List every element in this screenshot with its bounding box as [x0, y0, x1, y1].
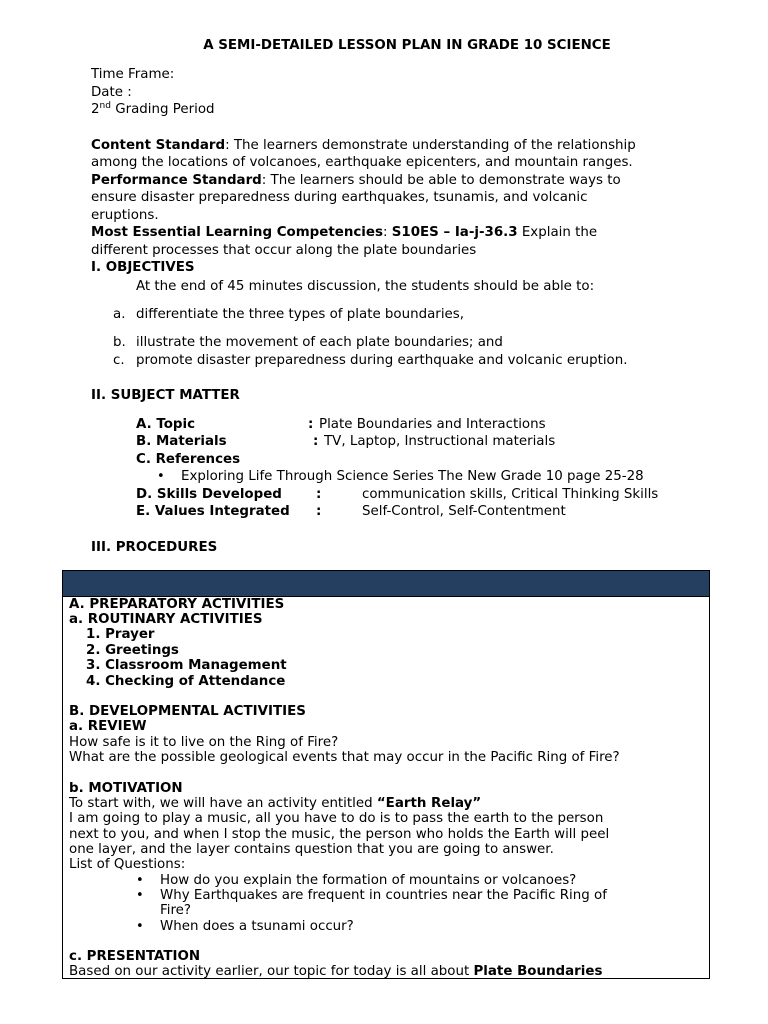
topic-value: Plate Boundaries and Interactions: [319, 417, 546, 432]
time-frame: Time Frame:: [91, 67, 175, 82]
skills-colon: :: [316, 487, 322, 502]
performance-standard-cont2: eruptions.: [91, 208, 159, 223]
motivation-text-2: next to you, and when I stop the music, the person who holds the Earth will peel: [69, 827, 610, 842]
procedures-table: [62, 570, 710, 979]
materials-value: TV, Laptop, Instructional materials: [324, 434, 556, 449]
routinary-item: 3. Classroom Management: [86, 658, 287, 673]
presentation-heading: c. PRESENTATION: [69, 949, 201, 964]
values-value: Self-Control, Self-Contentment: [362, 504, 566, 519]
routinary-item: 4. Checking of Attendance: [86, 674, 286, 689]
routinary-item: 1. Prayer: [86, 627, 155, 642]
objective-item-c: promote disaster preparedness during earthquake and volcanic eruption.: [136, 353, 628, 368]
question-item: • Why Earthquakes are frequent in countries near the Pacific Ring of: [160, 888, 607, 903]
objective-marker-b: b.: [113, 335, 126, 350]
question-item: • How do you explain the formation of mountains or volcanoes?: [160, 873, 576, 888]
question-item: • When does a tsunami occur?: [160, 919, 354, 934]
objective-marker-a: a.: [113, 307, 126, 322]
materials-label: B. Materials: [136, 434, 227, 449]
objectives-intro: At the end of 45 minutes discussion, the students should be able to:: [136, 279, 595, 294]
date-line: Date :: [91, 85, 132, 100]
materials-colon: :: [313, 434, 319, 449]
question-item-cont: Fire?: [160, 903, 192, 918]
routinary-heading: a. ROUTINARY ACTIVITIES: [69, 612, 263, 627]
melc: Most Essential Learning Competencies: S10ES – Ia-j-36.3 Explain the: [91, 225, 598, 240]
content-standard-cont: among the locations of volcanoes, earthquake epicenters, and mountain ranges.: [91, 155, 633, 170]
review-question-2: What are the possible geological events that may occur in the Pacific Ring of Fire?: [69, 750, 620, 765]
content-standard: Content Standard: The learners demonstrate understanding of the relationship: [91, 138, 636, 153]
values-colon: :: [316, 504, 322, 519]
prep-heading: A. PREPARATORY ACTIVITIES: [69, 597, 285, 612]
presentation-text: Based on our activity earlier, our topic for today is all about Plate Boundaries: [69, 964, 603, 979]
objective-marker-c: c.: [113, 353, 125, 368]
performance-standard: Performance Standard: The learners should be able to demonstrate ways to: [91, 173, 621, 188]
topic-colon: :: [308, 417, 314, 432]
motivation-text-3: one layer, and the layer contains question that you are going to answer.: [69, 842, 554, 857]
objectives-heading: I. OBJECTIVES: [91, 260, 195, 275]
review-question-1: How safe is it to live on the Ring of Fire?: [69, 735, 339, 750]
melc-cont: different processes that occur along the plate boundaries: [91, 243, 477, 258]
performance-standard-cont: ensure disaster preparedness during earthquakes, tsunamis, and volcanic: [91, 190, 588, 205]
reference-item: • Exploring Life Through Science Series The New Grade 10 page 25-28: [181, 468, 644, 486]
subject-matter-heading: II. SUBJECT MATTER: [91, 388, 240, 403]
references-label: C. References: [136, 452, 241, 467]
values-label: E. Values Integrated: [136, 504, 290, 519]
document-title: A SEMI-DETAILED LESSON PLAN IN GRADE 10 SCIENCE: [203, 38, 611, 53]
review-heading: a. REVIEW: [69, 719, 147, 734]
developmental-heading: B. DEVELOPMENTAL ACTIVITIES: [69, 704, 306, 719]
motivation-intro: To start with, we will have an activity entitled “Earth Relay”: [69, 796, 482, 811]
objective-item-b: illustrate the movement of each plate boundaries; and: [136, 335, 503, 350]
routinary-item: 2. Greetings: [86, 643, 179, 658]
topic-label: A. Topic: [136, 417, 196, 432]
procedures-heading: III. PROCEDURES: [91, 540, 218, 555]
skills-label: D. Skills Developed: [136, 487, 282, 502]
questions-label: List of Questions:: [69, 857, 186, 872]
grading-period: 2nd Grading Period: [91, 101, 215, 117]
objective-item-a: differentiate the three types of plate boundaries,: [136, 307, 465, 322]
motivation-text-1: I am going to play a music, all you have to do is to pass the earth to the person: [69, 811, 604, 826]
motivation-heading: b. MOTIVATION: [69, 781, 183, 796]
procedures-table-header: [63, 571, 709, 597]
skills-value: communication skills, Critical Thinking Skills: [362, 487, 659, 502]
